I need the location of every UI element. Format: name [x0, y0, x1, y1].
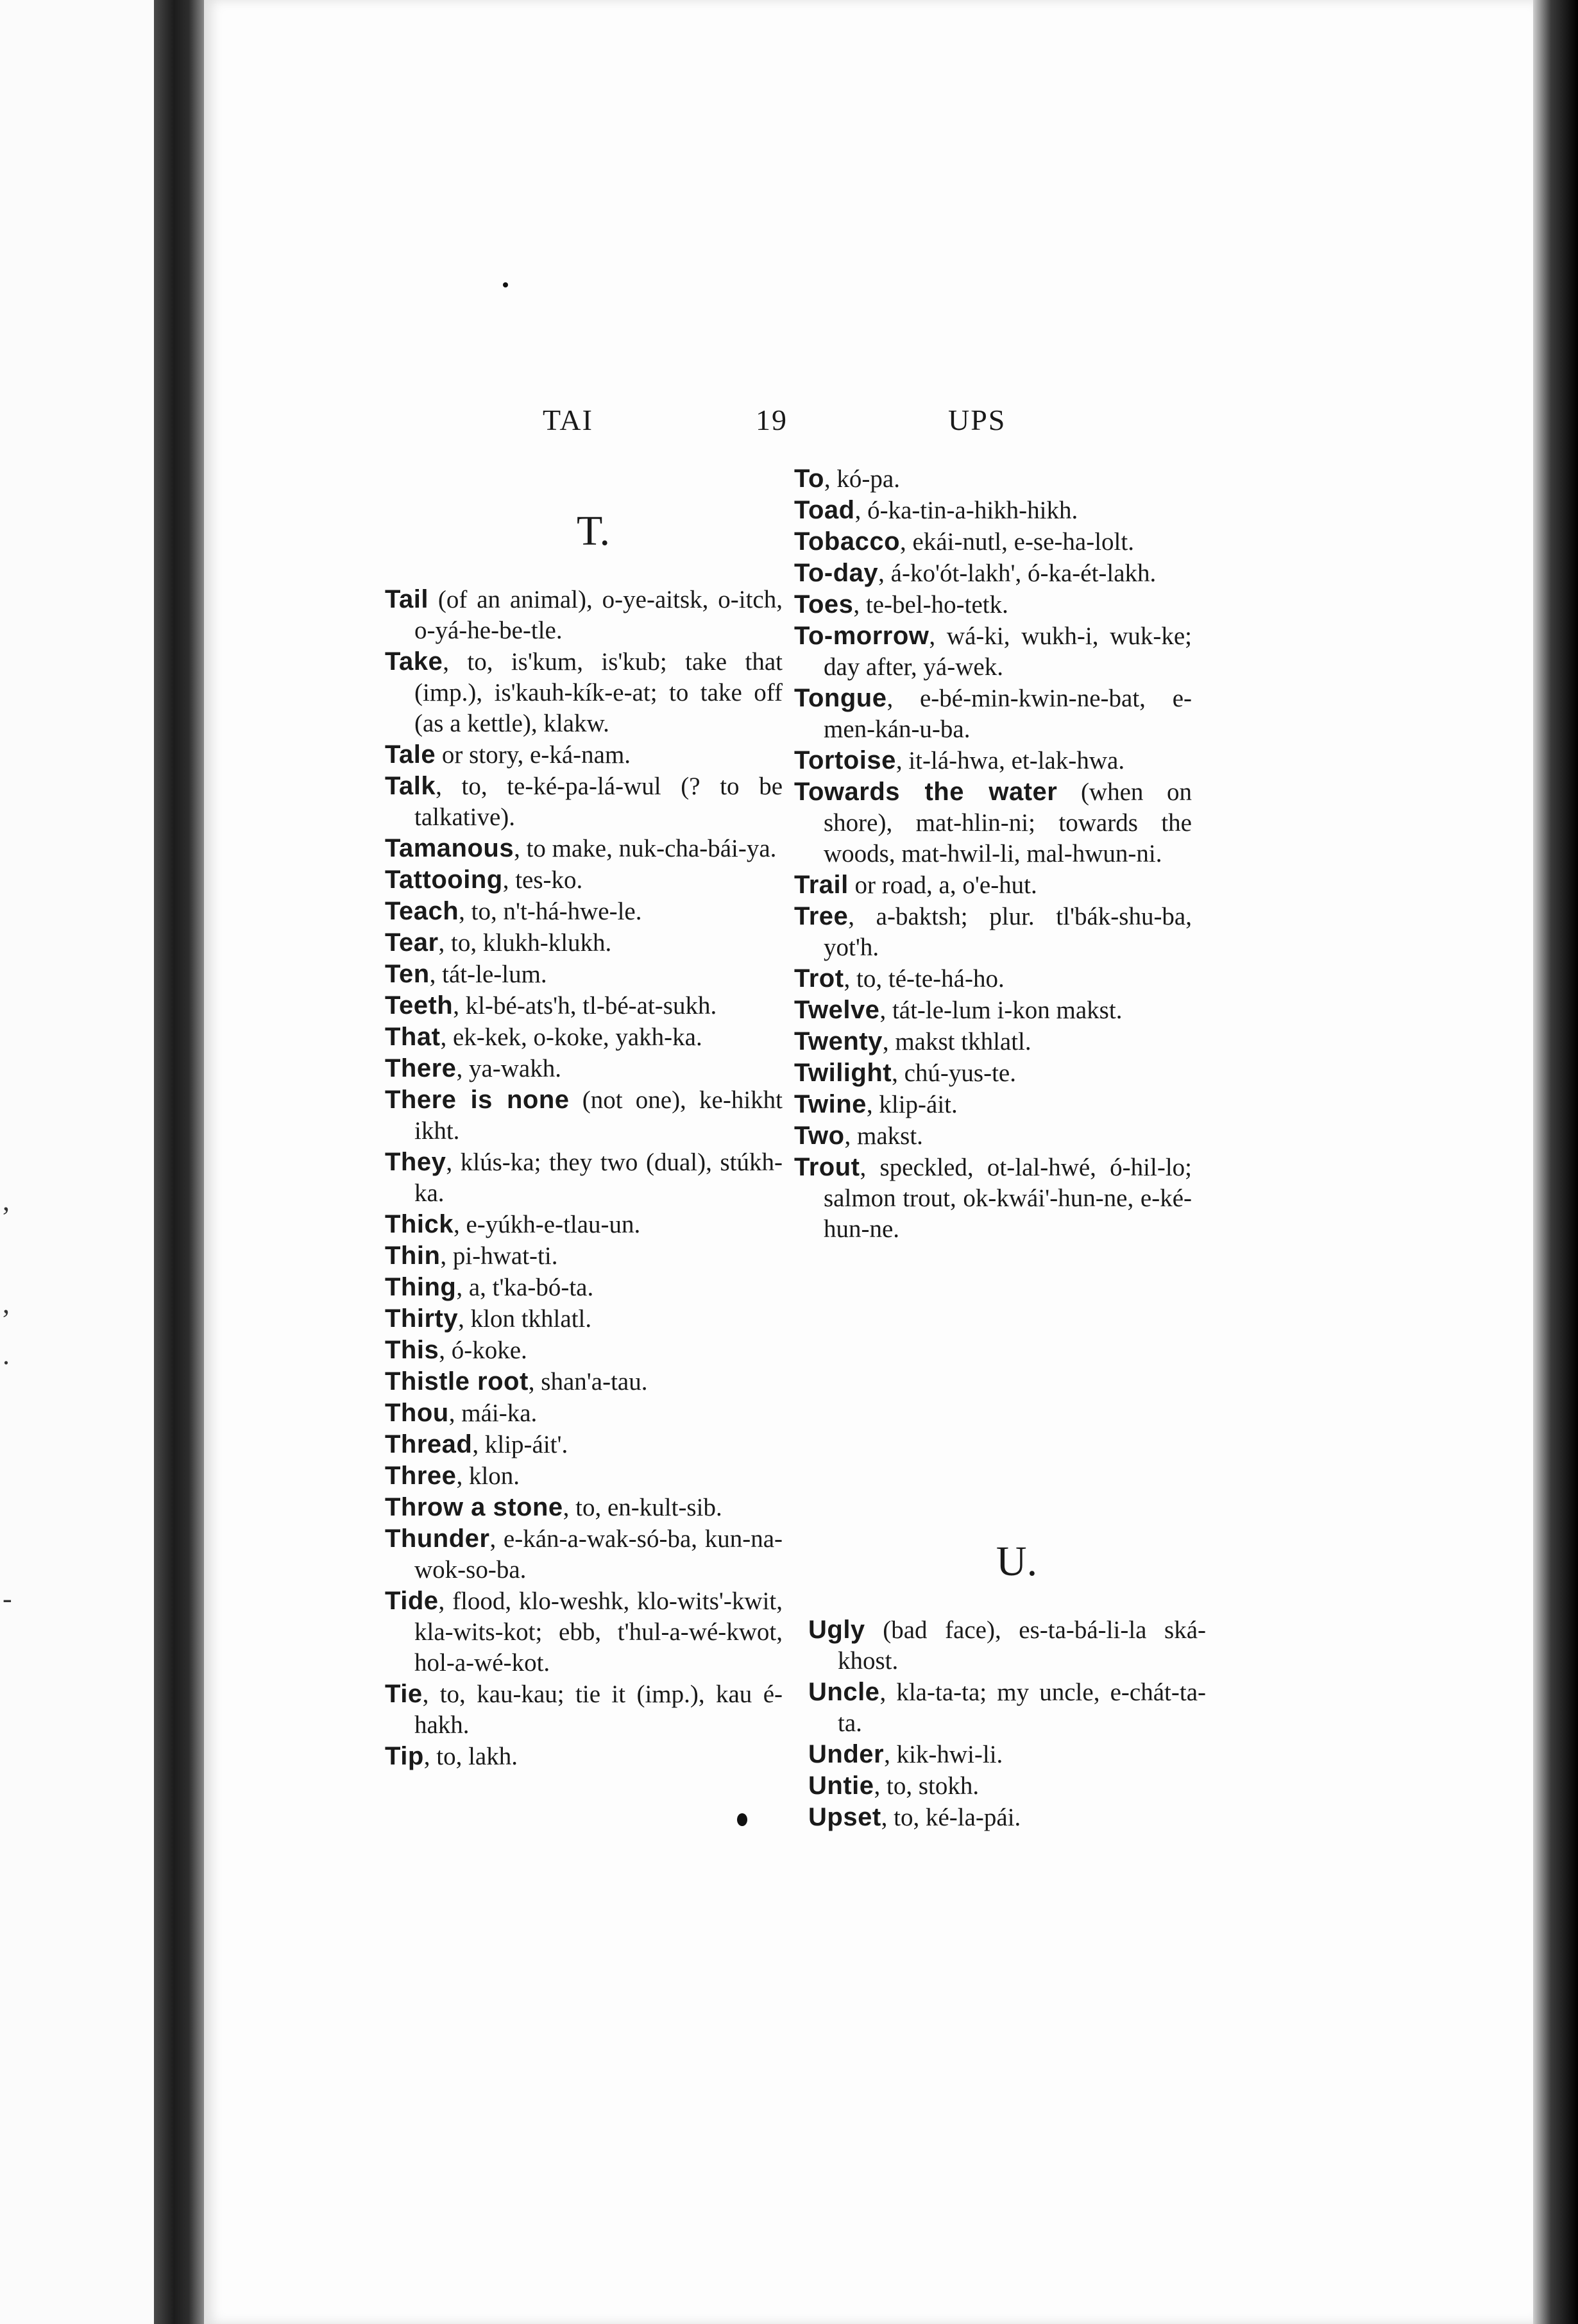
dictionary-entry	[808, 1614, 1206, 1677]
entry-headword: Twenty	[794, 1027, 883, 1055]
entry-headword: Upset	[808, 1803, 881, 1831]
dictionary-entry	[385, 1366, 783, 1397]
dictionary-entry	[385, 1209, 783, 1240]
entry-headword: Tortoise	[794, 746, 896, 774]
entry-headword: There is none	[385, 1086, 570, 1114]
entry-definition: , mái-ka.	[448, 1399, 538, 1427]
entry-headword: Tree	[794, 902, 849, 930]
dictionary-entry	[794, 745, 1192, 776]
entry-definition: , shan'a-tau.	[528, 1368, 648, 1396]
entry-headword: Tongue	[794, 684, 887, 712]
u-entry-list	[808, 1614, 1206, 1833]
entry-definition: , pi-hwat-ti.	[440, 1242, 558, 1270]
dictionary-entry	[808, 1677, 1206, 1739]
scan-speck	[737, 1813, 747, 1826]
dictionary-entry	[385, 1303, 783, 1335]
entry-headword: Tide	[385, 1587, 439, 1615]
entry-definition: , flood, klo-weshk, klo-wits'-kwit, kla-wits-kot; ebb, t'hul-a-wé-kwot, hol-a-wé-kot.	[414, 1587, 783, 1677]
dictionary-entry	[794, 558, 1192, 589]
entry-headword: Tear	[385, 928, 439, 957]
entry-definition: , ó-ka-tin-a-hikh-hikh.	[854, 497, 1078, 524]
dictionary-entry	[385, 927, 783, 959]
entry-definition: , speckled, ot-lal-hwé, ó-hil-lo; salmon trout, ok-kwái'-hun-ne, e-ké-hun-ne.	[824, 1154, 1192, 1243]
entry-headword: Two	[794, 1122, 845, 1150]
entry-definition: , tes-ko.	[502, 866, 583, 894]
dictionary-entry	[794, 1152, 1192, 1245]
dictionary-entry	[794, 495, 1192, 526]
entry-headword: Tobacco	[794, 527, 901, 556]
entry-definition: , to, ké-la-pái.	[881, 1804, 1021, 1831]
facing-page-marks: , , . -	[3, 1185, 12, 1614]
entry-definition: , kó-pa.	[824, 465, 900, 493]
dictionary-entry	[385, 1460, 783, 1492]
dictionary-entry	[794, 1057, 1192, 1089]
entry-headword: Teach	[385, 897, 459, 925]
entry-definition: , tát-le-lum.	[429, 961, 547, 988]
dictionary-entry	[794, 683, 1192, 745]
entry-headword: That	[385, 1023, 441, 1051]
entry-definition: , klon tkhlatl.	[458, 1305, 592, 1333]
entry-headword: Trot	[794, 964, 844, 993]
dictionary-entry	[794, 995, 1192, 1026]
dictionary-entry	[385, 864, 783, 896]
dictionary-entry	[794, 1089, 1192, 1120]
entry-definition: , to, is'kum, is'kub; take that (imp.), is'kauh-kík-e-at; to take off (as a kettle), klakw.	[414, 648, 783, 737]
dictionary-entry	[385, 1053, 783, 1084]
dictionary-entry	[794, 776, 1192, 869]
entry-definition: , a, t'ka-bó-ta.	[456, 1274, 594, 1301]
entry-definition: , to, té-te-há-ho.	[844, 965, 1005, 993]
entry-definition: , to, kau-kau; tie it (imp.), kau é-hakh.	[414, 1680, 783, 1739]
entry-definition: , ya-wakh.	[456, 1055, 561, 1082]
right-entry-list	[794, 463, 1192, 1245]
dictionary-entry	[385, 990, 783, 1021]
running-head	[0, 403, 1578, 441]
entry-headword: Talk	[385, 772, 436, 800]
entry-headword: There	[385, 1054, 457, 1082]
section-letter-u: U.	[996, 1538, 1038, 1585]
entry-definition: , ek-kek, o-koke, yakh-ka.	[440, 1023, 702, 1051]
entry-definition: , to, n't-há-hwe-le.	[459, 898, 642, 925]
page-edge	[1533, 0, 1578, 2324]
dictionary-entry	[808, 1770, 1206, 1802]
dictionary-entry	[385, 1679, 783, 1741]
left-entry-list	[385, 584, 783, 1772]
page-number: 19	[756, 404, 788, 436]
entry-headword: Thunder	[385, 1525, 490, 1553]
entry-headword: Thing	[385, 1273, 457, 1301]
entry-headword: Thistle root	[385, 1367, 529, 1396]
entry-definition: , kik-hwi-li.	[884, 1741, 1003, 1768]
entry-definition: , tát-le-lum i-kon makst.	[879, 996, 1123, 1024]
entry-definition: , e-yúkh-e-tlau-un.	[453, 1211, 641, 1238]
entry-headword: Tale	[385, 740, 436, 769]
entry-headword: Uncle	[808, 1678, 880, 1706]
dictionary-entry	[385, 959, 783, 990]
entry-definition: , kla-ta-ta; my uncle, e-chát-ta-ta.	[838, 1679, 1206, 1737]
entry-definition: , to, stokh.	[874, 1772, 980, 1800]
entry-definition: , klip-áit'.	[472, 1431, 568, 1458]
entry-definition: , e-bé-min-kwin-ne-bat, e-men-kán-u-ba.	[824, 685, 1192, 743]
entry-definition: , klip-áit.	[866, 1091, 958, 1118]
dictionary-entry	[794, 463, 1192, 495]
dictionary-entry	[794, 1120, 1192, 1152]
entry-headword: Twelve	[794, 996, 880, 1024]
entry-headword: Thick	[385, 1210, 454, 1238]
entry-headword: To-morrow	[794, 622, 929, 650]
u-section	[808, 1537, 1206, 1833]
entry-headword: Teeth	[385, 991, 454, 1020]
binding-gutter	[154, 0, 204, 2324]
entry-headword: Trout	[794, 1153, 860, 1181]
entry-headword: Tamanous	[385, 834, 514, 862]
running-head-left: TAI	[543, 404, 593, 436]
entry-definition: , klon.	[456, 1462, 520, 1490]
entry-definition: , makst tkhlatl.	[882, 1028, 1031, 1055]
entry-headword: Thou	[385, 1399, 449, 1427]
dictionary-entry	[385, 1523, 783, 1585]
dictionary-entry	[385, 1147, 783, 1209]
dictionary-entry	[385, 739, 783, 771]
dictionary-entry	[794, 526, 1192, 558]
entry-definition: , kl-bé-ats'h, tl-bé-at-sukh.	[453, 992, 717, 1020]
dictionary-entry	[794, 901, 1192, 963]
entry-headword: Under	[808, 1740, 885, 1768]
entry-definition: , klús-ka; they two (dual), stúkh-ka.	[414, 1149, 783, 1207]
entry-headword: Towards the water	[794, 778, 1058, 806]
right-column	[794, 463, 1192, 1245]
entry-definition: , ó-koke.	[439, 1337, 527, 1364]
dictionary-entry	[794, 589, 1192, 620]
entry-definition: (when on shore), mat-hlin-ni; towards the woods, mat-hwil-li, mal-hwun-ni.	[824, 778, 1192, 867]
entry-headword: Three	[385, 1462, 457, 1490]
entry-definition: , to, en-kult-sib.	[563, 1494, 722, 1521]
entry-headword: Tie	[385, 1680, 423, 1708]
dictionary-entry	[794, 620, 1192, 683]
entry-headword: Toad	[794, 496, 855, 524]
entry-headword: Untie	[808, 1772, 874, 1800]
entry-headword: Twilight	[794, 1059, 892, 1087]
entry-headword: Twine	[794, 1090, 867, 1118]
running-head-right: UPS	[948, 404, 1006, 436]
entry-definition: , makst.	[844, 1122, 923, 1150]
entry-definition: , a-baktsh; plur. tl'bák-shu-ba, yot'h.	[824, 903, 1192, 961]
dictionary-entry	[385, 1585, 783, 1679]
section-letter-t: T.	[577, 508, 610, 554]
scan-speck	[503, 282, 508, 287]
dictionary-entry	[808, 1802, 1206, 1833]
entry-definition: , to, lakh.	[423, 1743, 518, 1770]
entry-definition: (of an animal), o-ye-aitsk, o-itch, o-yá-he-be-tle.	[414, 586, 783, 644]
entry-definition: , te-bel-ho-tetk.	[853, 591, 1008, 619]
entry-headword: Throw a stone	[385, 1493, 563, 1521]
dictionary-entry	[385, 1084, 783, 1147]
dictionary-entry	[794, 963, 1192, 995]
entry-headword: Thread	[385, 1430, 473, 1458]
entry-definition: , e-kán-a-wak-só-ba, kun-na-wok-so-ba.	[414, 1525, 783, 1584]
dictionary-entry	[385, 1272, 783, 1303]
entry-headword: This	[385, 1336, 439, 1364]
entry-definition: , it-lá-hwa, et-lak-hwa.	[895, 747, 1125, 774]
entry-headword: Tip	[385, 1742, 424, 1770]
entry-headword: Trail	[794, 871, 849, 899]
entry-definition: , to, klukh-klukh.	[438, 929, 612, 957]
entry-headword: Thin	[385, 1242, 441, 1270]
dictionary-entry	[385, 833, 783, 864]
entry-definition: , to make, nuk-cha-bái-ya.	[514, 835, 777, 862]
entry-definition: (not one), ke-hikht ikht.	[414, 1086, 783, 1145]
dictionary-entry	[794, 1026, 1192, 1057]
entry-definition: , á-ko'ót-lakh', ó-ka-ét-lakh.	[878, 560, 1157, 587]
entry-headword: Take	[385, 647, 443, 676]
entry-headword: Toes	[794, 590, 854, 619]
entry-definition: (bad face), es-ta-bá-li-la ská-khost.	[838, 1616, 1206, 1675]
dictionary-entry	[385, 1741, 783, 1772]
dictionary-entry	[385, 896, 783, 927]
entry-definition: or road, a, o'e-hut.	[848, 871, 1037, 899]
entry-definition: , ekái-nutl, e-se-ha-lolt.	[900, 528, 1134, 556]
dictionary-entry	[385, 1429, 783, 1460]
dictionary-entry	[385, 646, 783, 739]
left-column	[385, 507, 783, 1772]
dictionary-entry	[385, 1397, 783, 1429]
entry-definition: , to, te-ké-pa-lá-wul (? to be talkative).	[414, 773, 783, 831]
dictionary-entry	[385, 771, 783, 833]
dictionary-entry	[385, 1492, 783, 1523]
dictionary-entry	[794, 869, 1192, 901]
entry-headword: To	[794, 465, 824, 493]
dictionary-entry	[385, 584, 783, 646]
entry-definition: , chú-yus-te.	[892, 1059, 1016, 1087]
dictionary-entry	[385, 1021, 783, 1053]
dictionary-entry	[808, 1739, 1206, 1770]
entry-headword: They	[385, 1148, 446, 1176]
entry-headword: Tail	[385, 585, 428, 613]
dictionary-entry	[385, 1335, 783, 1366]
entry-definition: or story, e-ká-nam.	[436, 741, 631, 769]
entry-headword: Thirty	[385, 1304, 459, 1333]
entry-definition: , wá-ki, wukh-i, wuk-ke; day after, yá-wek.	[824, 622, 1192, 681]
entry-headword: To-day	[794, 559, 879, 587]
dictionary-entry	[385, 1240, 783, 1272]
entry-headword: Ten	[385, 960, 430, 988]
entry-headword: Tattooing	[385, 866, 503, 894]
entry-headword: Ugly	[808, 1616, 865, 1644]
